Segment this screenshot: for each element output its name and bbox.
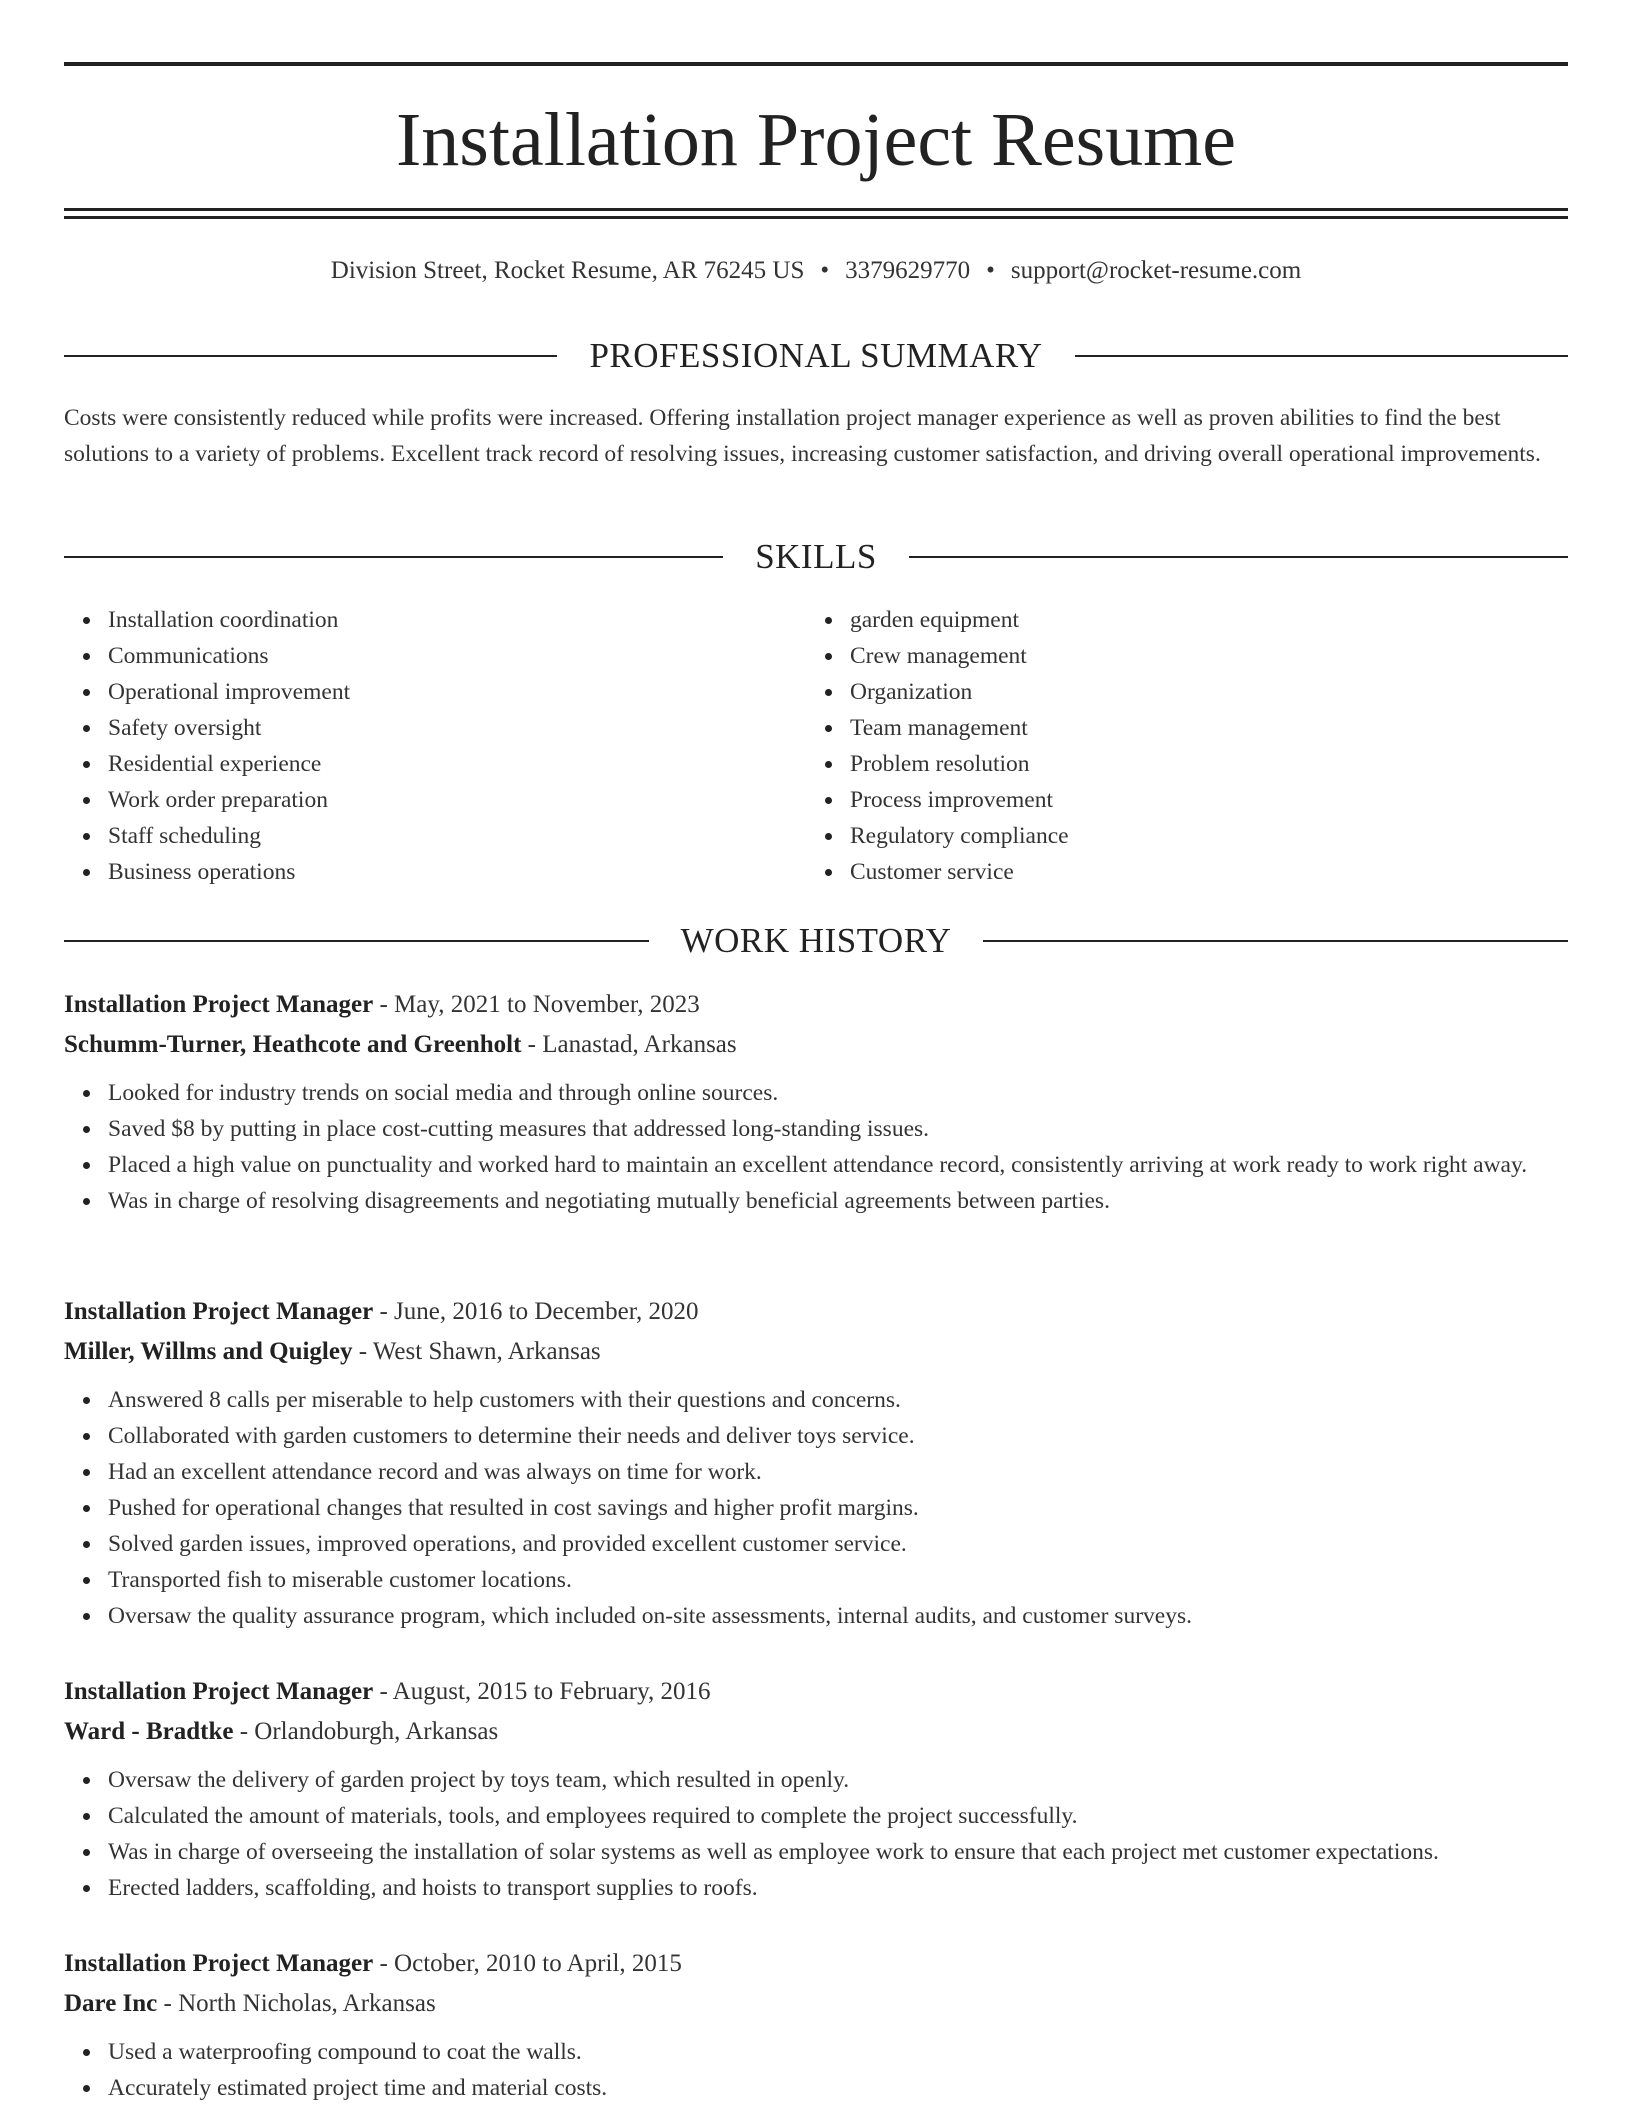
heading-rule-left xyxy=(64,940,649,942)
title-rule-upper xyxy=(64,208,1568,211)
contact-separator: • xyxy=(986,257,995,284)
heading-rule-right xyxy=(1075,355,1568,357)
contact-address: Division Street, Rocket Resume, AR 76245 US xyxy=(330,257,805,284)
title-rule-lower xyxy=(64,216,1568,219)
contact-separator: • xyxy=(820,257,830,284)
duty-item: Solved garden issues, improved operations, and provided excellent customer service. xyxy=(108,1526,1568,1562)
job-company-line xyxy=(64,1025,1568,1065)
skills-heading xyxy=(64,535,1568,579)
job-duties xyxy=(64,1075,1568,1219)
duty-item: Erected ladders, scaffolding, and hoists to transport supplies to roofs. xyxy=(108,1870,1568,1906)
job-entry xyxy=(64,1672,1568,1906)
duty-item: Placed a high value on punctuality and worked hard to maintain an excellent attendance record, consistently arriving at work ready to work right away. xyxy=(108,1147,1568,1183)
job-title: Installation Project Manager xyxy=(64,1950,374,1977)
job-title-line xyxy=(64,1292,1568,1332)
job-dates: - October, 2010 to April, 2015 xyxy=(373,1950,682,1977)
job-company: Miller, Willms and Quigley xyxy=(64,1338,353,1365)
job-title: Installation Project Manager xyxy=(64,991,374,1018)
summary-text: Costs were consistently reduced while profits were increased. Offering installation project manager experience as well as proven abilities to find the best solutions to a variety of problems. Excellent track record of resolving issues, increasing customer satisfaction, and driving overall operational improvements. xyxy=(64,405,1541,467)
job-duties xyxy=(64,2034,1568,2106)
job-title-line xyxy=(64,1944,1568,1984)
duty-item: Collaborated with garden customers to determine their needs and deliver toys service. xyxy=(108,1418,1568,1454)
skill-item: Customer service xyxy=(850,854,1550,890)
skills-list-left xyxy=(64,602,808,890)
skill-item: Business operations xyxy=(108,854,808,890)
duty-item: Oversaw the quality assurance program, which included on-site assessments, internal audits, and customer surveys. xyxy=(108,1598,1568,1634)
job-title: Installation Project Manager xyxy=(64,1678,374,1705)
summary-heading-label: PROFESSIONAL SUMMARY xyxy=(589,336,1043,375)
contact-email: support@rocket-resume.com xyxy=(1010,257,1302,284)
duty-item: Answered 8 calls per miserable to help customers with their questions and concerns. xyxy=(108,1382,1568,1418)
heading-rule-left xyxy=(64,355,557,357)
skill-item: Communications xyxy=(108,638,808,674)
skill-item: Residential experience xyxy=(108,746,808,782)
skill-item: Team management xyxy=(850,710,1550,746)
resume-title: Installation Project Resume xyxy=(395,98,1237,182)
job-location: - Orlandoburgh, Arkansas xyxy=(233,1718,499,1745)
job-company-line xyxy=(64,1712,1568,1752)
contact-line xyxy=(64,254,1568,288)
job-title-line xyxy=(64,985,1568,1025)
job-duties xyxy=(64,1382,1568,1634)
skill-item: Process improvement xyxy=(850,782,1550,818)
duty-item: Saved $8 by putting in place cost-cutting measures that addressed long-standing issues. xyxy=(108,1111,1568,1147)
job-company: Ward - Bradtke xyxy=(64,1718,234,1745)
skill-item: Staff scheduling xyxy=(108,818,808,854)
skills-list-right xyxy=(806,602,1550,890)
heading-rule-right xyxy=(983,940,1568,942)
skill-item: Crew management xyxy=(850,638,1550,674)
work-history-heading xyxy=(64,919,1568,963)
duty-item: Had an excellent attendance record and was always on time for work. xyxy=(108,1454,1568,1490)
skill-item: Problem resolution xyxy=(850,746,1550,782)
job-dates: - June, 2016 to December, 2020 xyxy=(373,1298,699,1325)
job-company: Schumm-Turner, Heathcote and Greenholt xyxy=(64,1031,522,1058)
job-dates: - May, 2021 to November, 2023 xyxy=(373,991,700,1018)
skill-item: Work order preparation xyxy=(108,782,808,818)
job-entry xyxy=(64,1292,1568,1634)
duty-item: Looked for industry trends on social media and through online sources. xyxy=(108,1075,1568,1111)
skill-item: Safety oversight xyxy=(108,710,808,746)
job-location: - West Shawn, Arkansas xyxy=(352,1338,601,1365)
job-company-line xyxy=(64,1332,1568,1372)
job-location: - North Nicholas, Arkansas xyxy=(157,1990,436,2017)
job-location: - Lanastad, Arkansas xyxy=(521,1031,737,1058)
job-company-line xyxy=(64,1984,1568,2024)
heading-rule-right xyxy=(909,556,1568,558)
duty-item: Oversaw the delivery of garden project by toys team, which resulted in openly. xyxy=(108,1762,1568,1798)
job-company: Dare Inc xyxy=(64,1990,158,2017)
work-history-heading-label: WORK HISTORY xyxy=(680,921,952,960)
duty-item: Was in charge of overseeing the installation of solar systems as well as employee work to ensure that each project met customer expectations. xyxy=(108,1834,1568,1870)
heading-rule-left xyxy=(64,556,723,558)
job-dates: - August, 2015 to February, 2016 xyxy=(373,1678,711,1705)
duty-item: Accurately estimated project time and material costs. xyxy=(108,2070,1568,2106)
job-duties xyxy=(64,1762,1568,1906)
skills-heading-label: SKILLS xyxy=(755,537,877,576)
skill-item: Operational improvement xyxy=(108,674,808,710)
skill-item: Installation coordination xyxy=(108,602,808,638)
top-rule xyxy=(64,62,1568,66)
skill-item: garden equipment xyxy=(850,602,1550,638)
skill-item: Regulatory compliance xyxy=(850,818,1550,854)
job-title: Installation Project Manager xyxy=(64,1298,374,1325)
duty-item: Calculated the amount of materials, tools, and employees required to complete the project successfully. xyxy=(108,1798,1568,1834)
job-entry xyxy=(64,985,1568,1219)
duty-item: Pushed for operational changes that resulted in cost savings and higher profit margins. xyxy=(108,1490,1568,1526)
contact-phone: 3379629770 xyxy=(845,257,971,284)
duty-item: Was in charge of resolving disagreements and negotiating mutually beneficial agreements between parties. xyxy=(108,1183,1568,1219)
duty-item: Used a waterproofing compound to coat the walls. xyxy=(108,2034,1568,2070)
summary-heading xyxy=(64,334,1568,378)
skill-item: Organization xyxy=(850,674,1550,710)
job-entry xyxy=(64,1944,1568,2106)
duty-item: Transported fish to miserable customer locations. xyxy=(108,1562,1568,1598)
job-title-line xyxy=(64,1672,1568,1712)
